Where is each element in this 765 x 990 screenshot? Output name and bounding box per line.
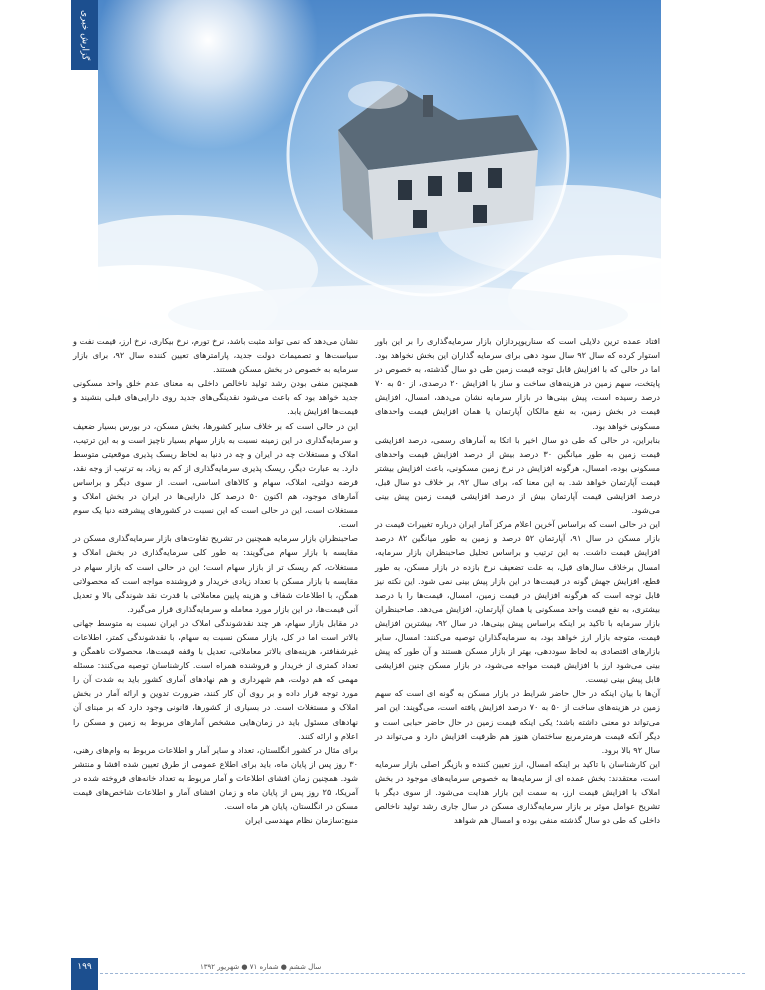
issue-info: سال ششم ● شماره ۷۱ ● شهریور ۱۳۹۲ <box>200 963 322 971</box>
paragraph: این در حالی است که براساس آخرین اعلام مرکز آمار ایران درباره تغییرات قیمت در بازار مسکن در سال ۹۱، آپارتمان ۵۲ درصد و زمین به طور میانگین ۸۲ درصد افزایش قیمت داشت. به این ترتیب و براساس تحلیل صاحبنظران بازار سرمایه، امسال برخلاف سال‌های قبل، به علت تضعیف نرخ بازده در بازار مسکن، به طور قطع، افزایش جهش گونه در قیمت‌ها در این بازار پیش بینی نمی شود. این نکته نیز قابل توجه است که هرگونه افزایش در قیمت زمین، امسال، قیمت‌ها را با درصد بیشتری، به نفع قیمت واحد مسکونی یا همان آپارتمان، افزایش می‌دهد. صاحبنظران بازار سرمایه با تاکید بر اینکه براساس پیش بینی‌ها، در سال ۹۲، بیشترین افزایش قیمت، متوجه بازار ارز خواهد بود، به سرمایه‌گذاران توصیه می‌کنند: امسال، سایر بازارهای اقتصادی به لحاظ سوددهی، بهتر از بازار مسکن هستند و آن طور که پیش بینی می‌شود ارز با افزایش قیمت مواجه می‌شود، در بازار مسکن چنین افزایشی قابل پیش بینی نیست. <box>375 519 660 685</box>
paragraph: این در حالی است که بر خلاف سایر کشورها، بخش مسکن، در بورس بسیار ضعیف و سرمایه‌گذاری در این زمینه نسبت به بازار سهام بسیار ناچیز است و به این ترتیب، املاک و مستغلات چه در ایران و چه در دنیا به لحاظ ریسک پذیری موقعیتی متوسط دارد. به عبارت دیگر، ریسک پذیری سرمایه‌گذاری از کم به زیاد، به ترتیب از وجه نقد، قرضه دولتی، املاک، سهام و کالاهای اساسی، است. از سوی دیگر و براساس آمارهای موجود، هم اکنون ۵۰ درصد کل دارایی‌ها در ایران در بخش املاک و مستغلات است، این در حالی است که این نسبت در کشورهای پیشرفته دنیا یک سوم است. <box>73 420 359 530</box>
source-credit: منبع:سازمان نظام مهندسی ایران <box>245 815 358 826</box>
article-column-right <box>375 334 660 914</box>
section-label: گزارش خبری <box>79 9 90 61</box>
paragraph: این کارشناسان با تاکید بر اینکه امسال، ارز تعیین کننده و بازیگر اصلی بازار سرمایه است، معتقدند: بخش عمده ای از سرمایه‌ها به خصوص سرمایه‌های موجود در بخش املاک با افزایش قیمت ارز، به سمت این بازار هدایت می‌شود. از سوی دیگر با تشریح عوامل موثر بر بازار سرمایه‌گذاری مسکن در سال جاری رشد تولید ناخالص داخلی که طی دو سال گذشته منفی بوده و امسال هم شواهد <box>375 758 660 826</box>
paragraph: صاحبنظران بازار سرمایه همچنین در تشریح تفاوت‌های بازار سرمایه‌گذاری مسکن در مقایسه با بازار سهام می‌گویند: به طور کلی سرمایه‌گذاری در بخش املاک و مستغلات، کم ریسک تر از بازار سهام است؛ این در حالی است که بازار سهام در مقایسه با بازار مسکن با تعداد زیادی خریدار و فروشنده مواجه است که محصولاتی همگن، با اطلاعات شفاف و هزینه پایین معاملاتی با قدرت نقد شوندگی بالا و تعدیل آنی قیمت‌ها، در این بازار مورد معامله و سرمایه‌گذاری قرار می‌گیرد. <box>73 533 358 614</box>
sun-glow <box>98 0 318 150</box>
footer-divider <box>100 973 745 974</box>
section-tab <box>71 0 98 70</box>
paragraph: نشان می‌دهد که نمی تواند مثبت باشد، نرخ تورم، نرخ بیکاری، نرخ ارز، قیمت نفت و سیاست‌ها و تصمیمات دولت جدید، پارامترهای تعیین کننده سال ۹۲، برای بازار سرمایه به خصوص در بخش مسکن هستند. <box>73 336 358 375</box>
paragraph: بنابراین، در حالی که طی دو سال اخیر با اتکا به آمارهای رسمی، درصد افزایشی قیمت زمین به طور میانگین ۳۰ درصد بیش از درصد افزایش قیمت واحدهای مسکونی بوده، امسال، هرگونه افزایش در نرخ زمین مسکونی، باعث افزایش بیشتر قیمت آپارتمان خواهد شد. به این معنا که، برای سال ۹۲، بر خلاف دو سال قبل، درصد افزایشی قیمت آپارتمان بیش از درصد افزایشی قیمت زمین پیش بینی می‌شود. <box>375 434 661 516</box>
house-in-bubble-illustration <box>98 0 661 330</box>
article-column-left <box>73 334 358 914</box>
page-number: ۱۹۹ <box>77 962 92 972</box>
hero-image <box>98 0 661 330</box>
paragraph: آن‌ها با بیان اینکه در حال حاضر شرایط در بازار مسکن به گونه ای است که سهم زمین در هزینه‌های ساخت از ۵۰ به ۷۰ درصد افزایش یافته است، می‌گویند: این امر می‌تواند دو معنی داشته باشد؛ یکی اینکه قیمت زمین در حال حاضر حبابی است و دیگر آنکه قیمت هرمترمربع ساختمان هنوز هم ظرفیت افزایش دارد و می‌تواند در سال ۹۲ بالا برود. <box>375 688 660 755</box>
paragraph: همچنین منفی بودن رشد تولید ناخالص داخلی به معنای عدم خلق واحد مسکونی جدید خواهد بود که باعث می‌شود نقدینگی‌های جدید روی دارایی‌های قبلی بنشیند و قیمت‌ها افزایش یابد. <box>73 378 358 417</box>
bubble-highlight <box>348 81 408 109</box>
paragraph: برای مثال در کشور انگلستان، تعداد و سایر آمار و اطلاعات مربوط به وام‌های رهنی، ۳۰ روز پس از پایان ماه، باید برای اطلاع عمومی از طرق تعیین شده افشا و منتشر شود. همچنین زمان افشای اطلاعات و آمار مربوط به تعداد خانه‌های فروخته شده در آمریکا، ۲۵ روز پس از پایان ماه و زمان افشای آمار و اطلاعات شاخص‌های قیمت مسکن در انگلستان، پایان هر ماه است. <box>73 744 359 812</box>
paragraph: افتاد عمده ترین دلایلی است که سناریوپردازان بازار سرمایه‌گذاری را بر این باور استوار کرده که سال ۹۲ سال سود دهی برای سرمایه گذاران این بخش نخواهد بود. اما در حالی که با افزایش قابل توجه قیمت زمین طی دو سال گذشته، به خصوص در پایتخت، سهم زمین در هزینه‌های ساخت و ساز با افزایش ۲۰ درصدی، از ۵۰ به ۷۰ درصد رسیده است، پیش بینی‌ها در بازار سرمایه نشان می‌دهد، امسال، افزایش قیمت در بخش زمین، به نفع مالکان آپارتمان یا همان افزایش قیمت واحدهای مسکونی خواهد بود. <box>375 336 661 431</box>
paragraph: در مقابل بازار سهام، هر چند نقدشوندگی املاک در ایران نسبت به متوسط جهانی بالاتر است اما در کل، بازار مسکن نسبت به سهام، با نقدشوندگی کمتر، اطلاعات غیرشفافتر، هزینه‌های بالاتر معاملاتی، تعدیل با وقفه قیمت‌ها، محصولات ناهمگن و تعداد کمتری از خریدار و فروشنده همراه است. کارشناسان توصیه می‌کنند: مسئله مهمی که هم دولت، هم شهرداری و هم نهادهای آماری کشور باید به شدت آن را مورد توجه قرار داده و بر روی آن کار کنند، ضرورت تدوین و ارائه آمار در بخش املاک و مستغلات است. در بسیاری از کشورها، قانونی وجود دارد که بر مبنای آن نهادهای مسئول باید در زمان‌هایی مشخص آمارهای مربوط به زمین و مسکن را اعلام و ارائه کنند. <box>73 617 358 741</box>
